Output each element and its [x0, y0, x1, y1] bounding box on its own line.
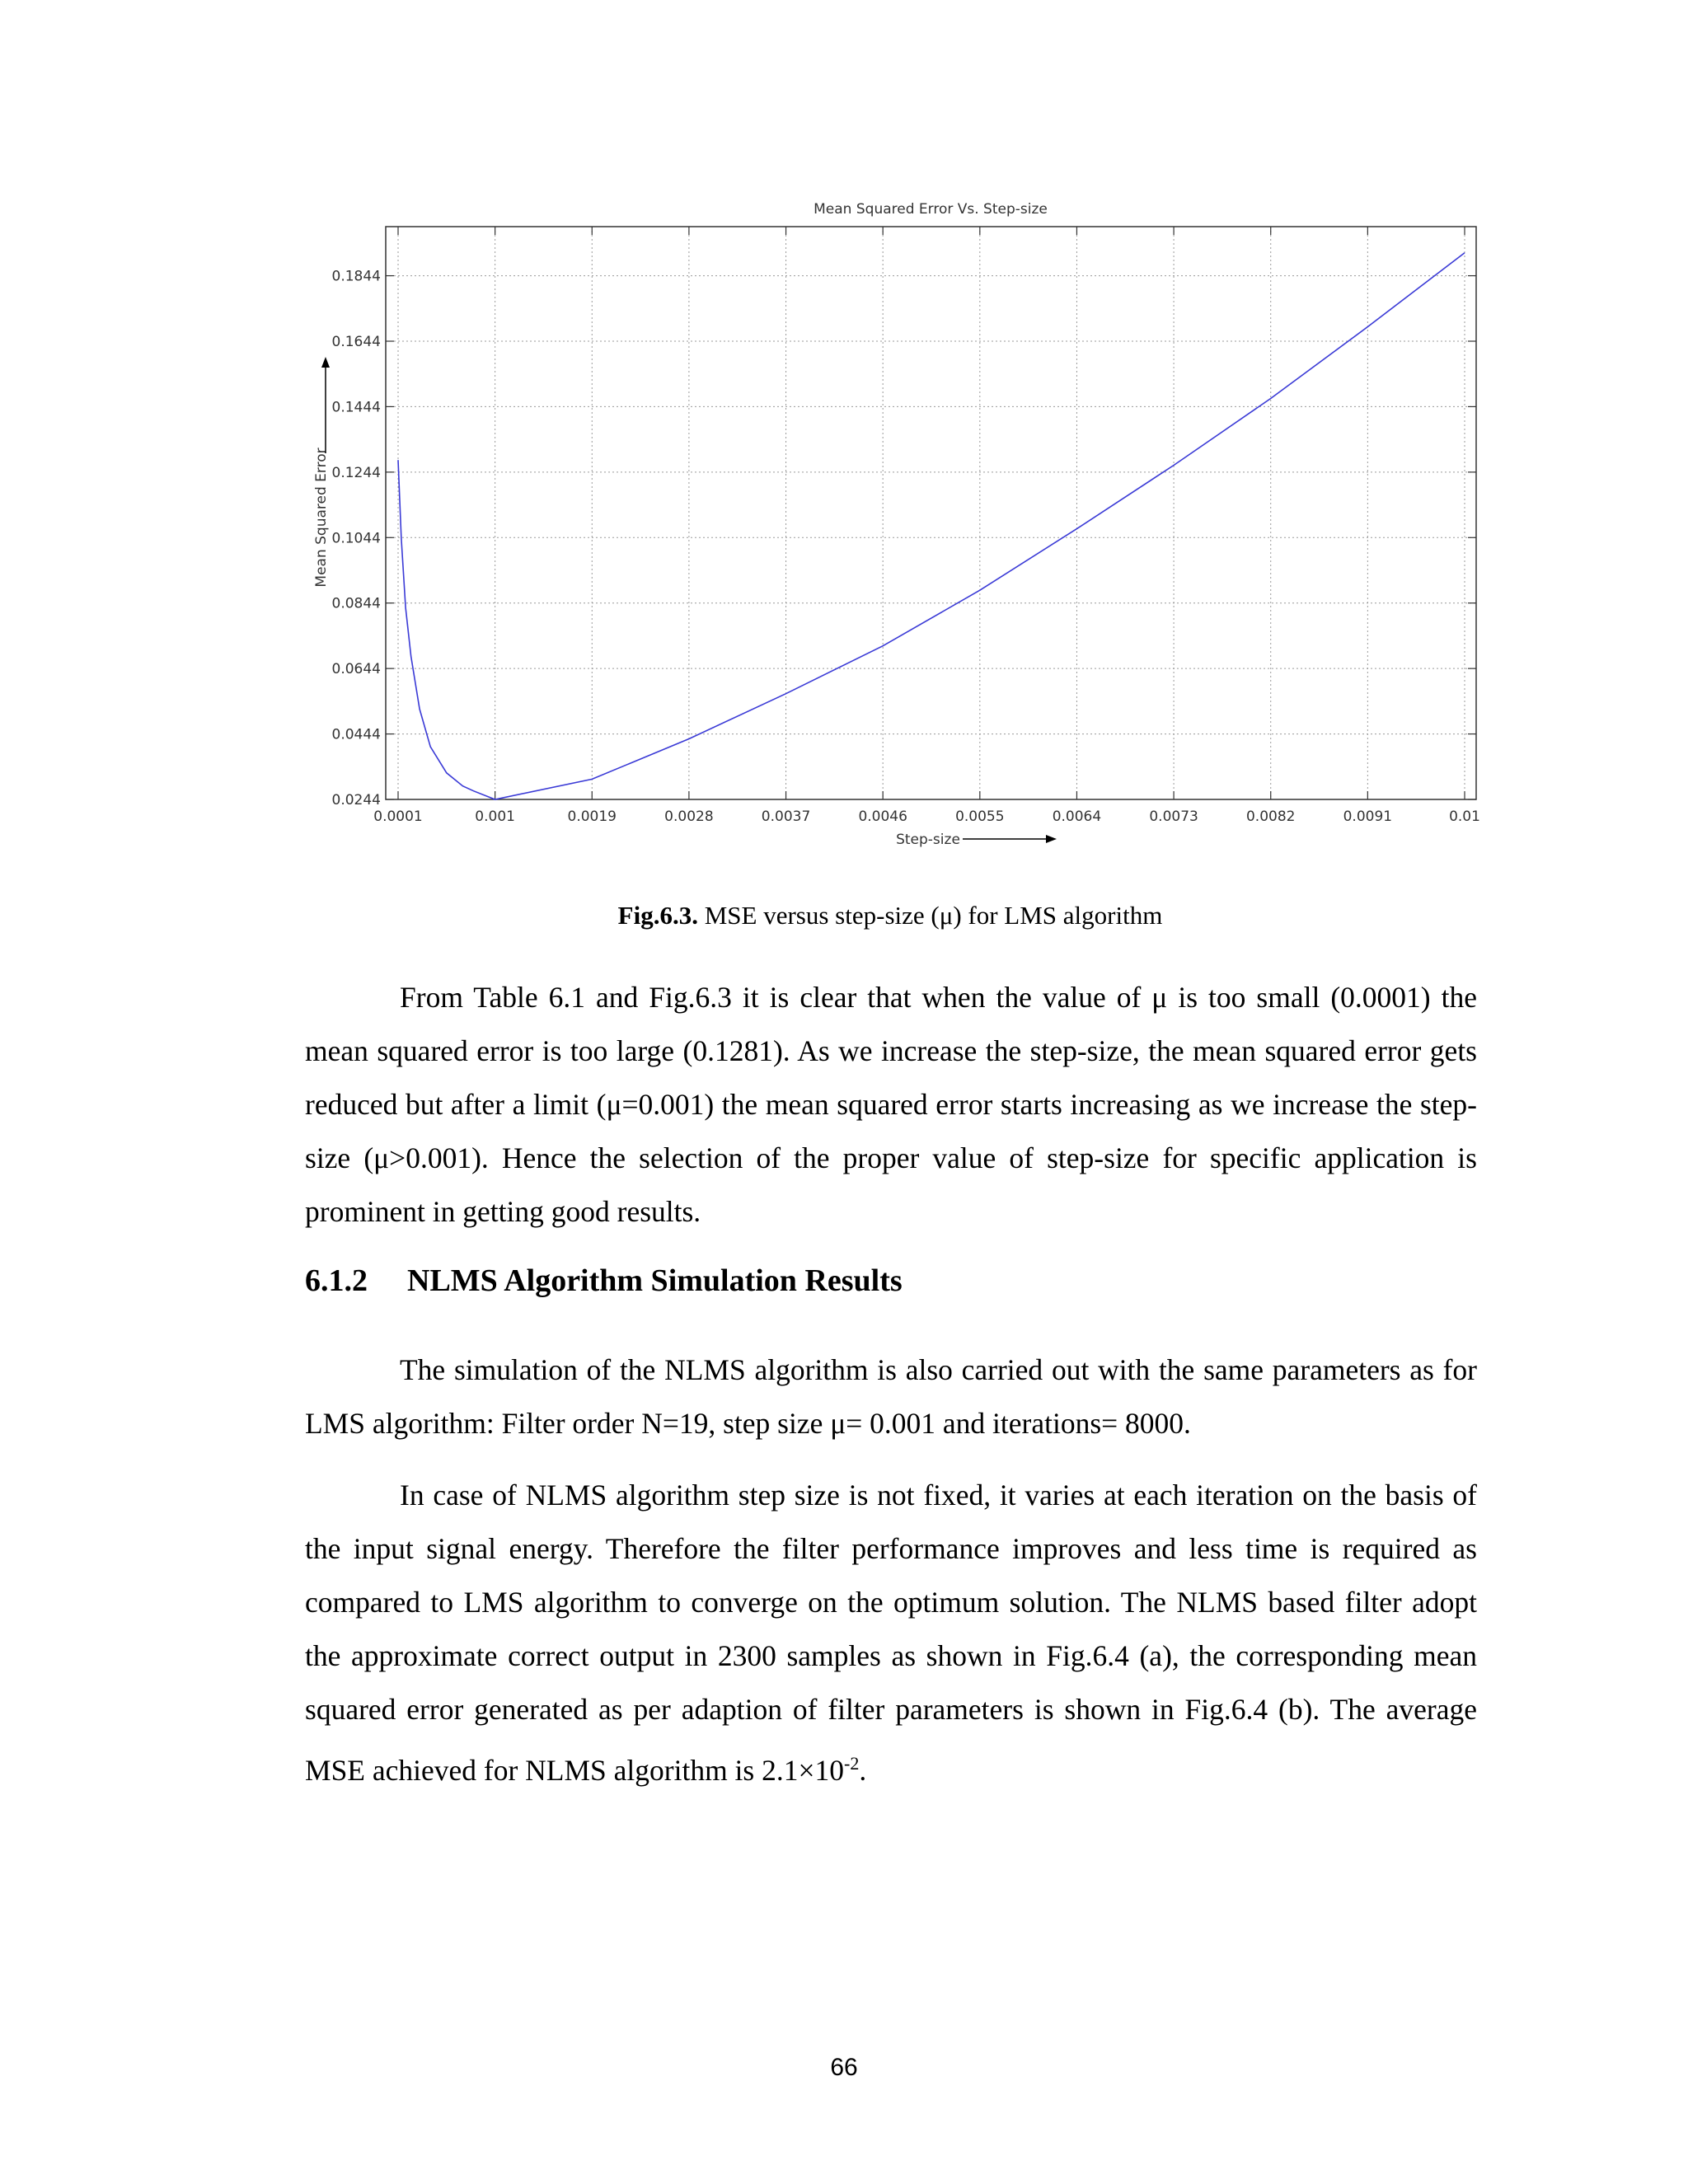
- mse-exponent: -2: [844, 1753, 860, 1774]
- x-axis-arrow: [963, 835, 1057, 843]
- y-tick-label: 0.0444: [331, 726, 381, 743]
- x-tick-label: 0.0073: [1149, 808, 1198, 825]
- chart-grid: [386, 227, 1476, 799]
- x-tick-label: 0.0055: [955, 808, 1005, 825]
- x-tick-label: 0.01: [1449, 808, 1480, 825]
- figure-caption-text: MSE versus step-size (μ) for LMS algorithm: [697, 901, 1163, 930]
- y-tick-label: 0.1044: [331, 530, 381, 547]
- paragraph-nlms-results: [305, 1469, 1477, 1797]
- paragraph-end: .: [859, 1753, 867, 1787]
- x-tick-label: 0.0019: [567, 808, 617, 825]
- y-axis-label: Mean Squared Error: [313, 448, 330, 588]
- section-title: NLMS Algorithm Simulation Results: [407, 1263, 903, 1298]
- x-tick-label: 0.0064: [1052, 808, 1102, 825]
- mse-series-line: [398, 253, 1465, 799]
- y-tick-label: 0.1244: [331, 464, 381, 481]
- x-tick-label: 0.0082: [1245, 808, 1296, 825]
- y-tick-label: 0.0244: [331, 792, 381, 808]
- paragraph-nlms-setup: The simulation of the NLMS algorithm is also carried out with the same parameters as for LMS algorithm: Filter order N=19, step size μ= 0.001 and iterations= 8000.: [305, 1353, 1477, 1440]
- x-tick-label: 0.0046: [858, 808, 907, 825]
- chart-ticks: [332, 227, 1480, 825]
- x-tick-label: 0.0037: [761, 808, 811, 825]
- x-axis-label: Step-size: [896, 832, 960, 848]
- paragraph-lms-discussion: From Table 6.1 and Fig.6.3 it is clear that when the value of μ is too small (0.0001) the mean squared error is too large (0.1281). As we increase the step-size, the mean squared error gets reduced but after a limit (μ=0.001) the mean squared error starts increasing as we increase the step-size (μ>0.001). Hence the selection of the proper value of step-size for specific application is prominent in getting good results.: [305, 981, 1477, 1228]
- plot-frame: [386, 227, 1476, 799]
- figure-caption-label: Fig.6.3.: [617, 901, 698, 930]
- x-tick-label: 0.0091: [1343, 808, 1393, 825]
- x-tick-label: 0.001: [475, 808, 515, 825]
- chart-title: Mean Squared Error Vs. Step-size: [814, 201, 1048, 218]
- section-number: 6.1.2: [305, 1263, 368, 1298]
- mse-vs-stepsize-chart: [297, 190, 1500, 865]
- y-tick-label: 0.1444: [331, 399, 381, 416]
- y-axis-arrow: [321, 357, 330, 453]
- y-tick-label: 0.0644: [331, 661, 381, 678]
- y-tick-label: 0.1844: [331, 268, 381, 285]
- page-number: 66: [830, 2054, 858, 2081]
- y-tick-label: 0.0844: [331, 595, 381, 612]
- x-tick-label: 0.0028: [664, 808, 714, 825]
- figure-caption: [305, 901, 1475, 930]
- y-tick-label: 0.1644: [331, 334, 381, 350]
- paragraph-nlms-results-text: In case of NLMS algorithm step size is not fixed, it varies at each iteration on the basis of the input signal energy. Therefore the filter performance improves and less time is required as compared to LMS algorithm to converge on the optimum solution. The NLMS based filter adopt the approximate correct output in 2300 samples as shown in Fig.6.4 (a), the corresponding mean squared error generated as per adaption of filter parameters is shown in Fig.6.4 (b). The average MSE achieved for NLMS algorithm is 2.1×10: [305, 1479, 1477, 1787]
- section-heading: [305, 1263, 903, 1299]
- x-tick-label: 0.0001: [373, 808, 423, 825]
